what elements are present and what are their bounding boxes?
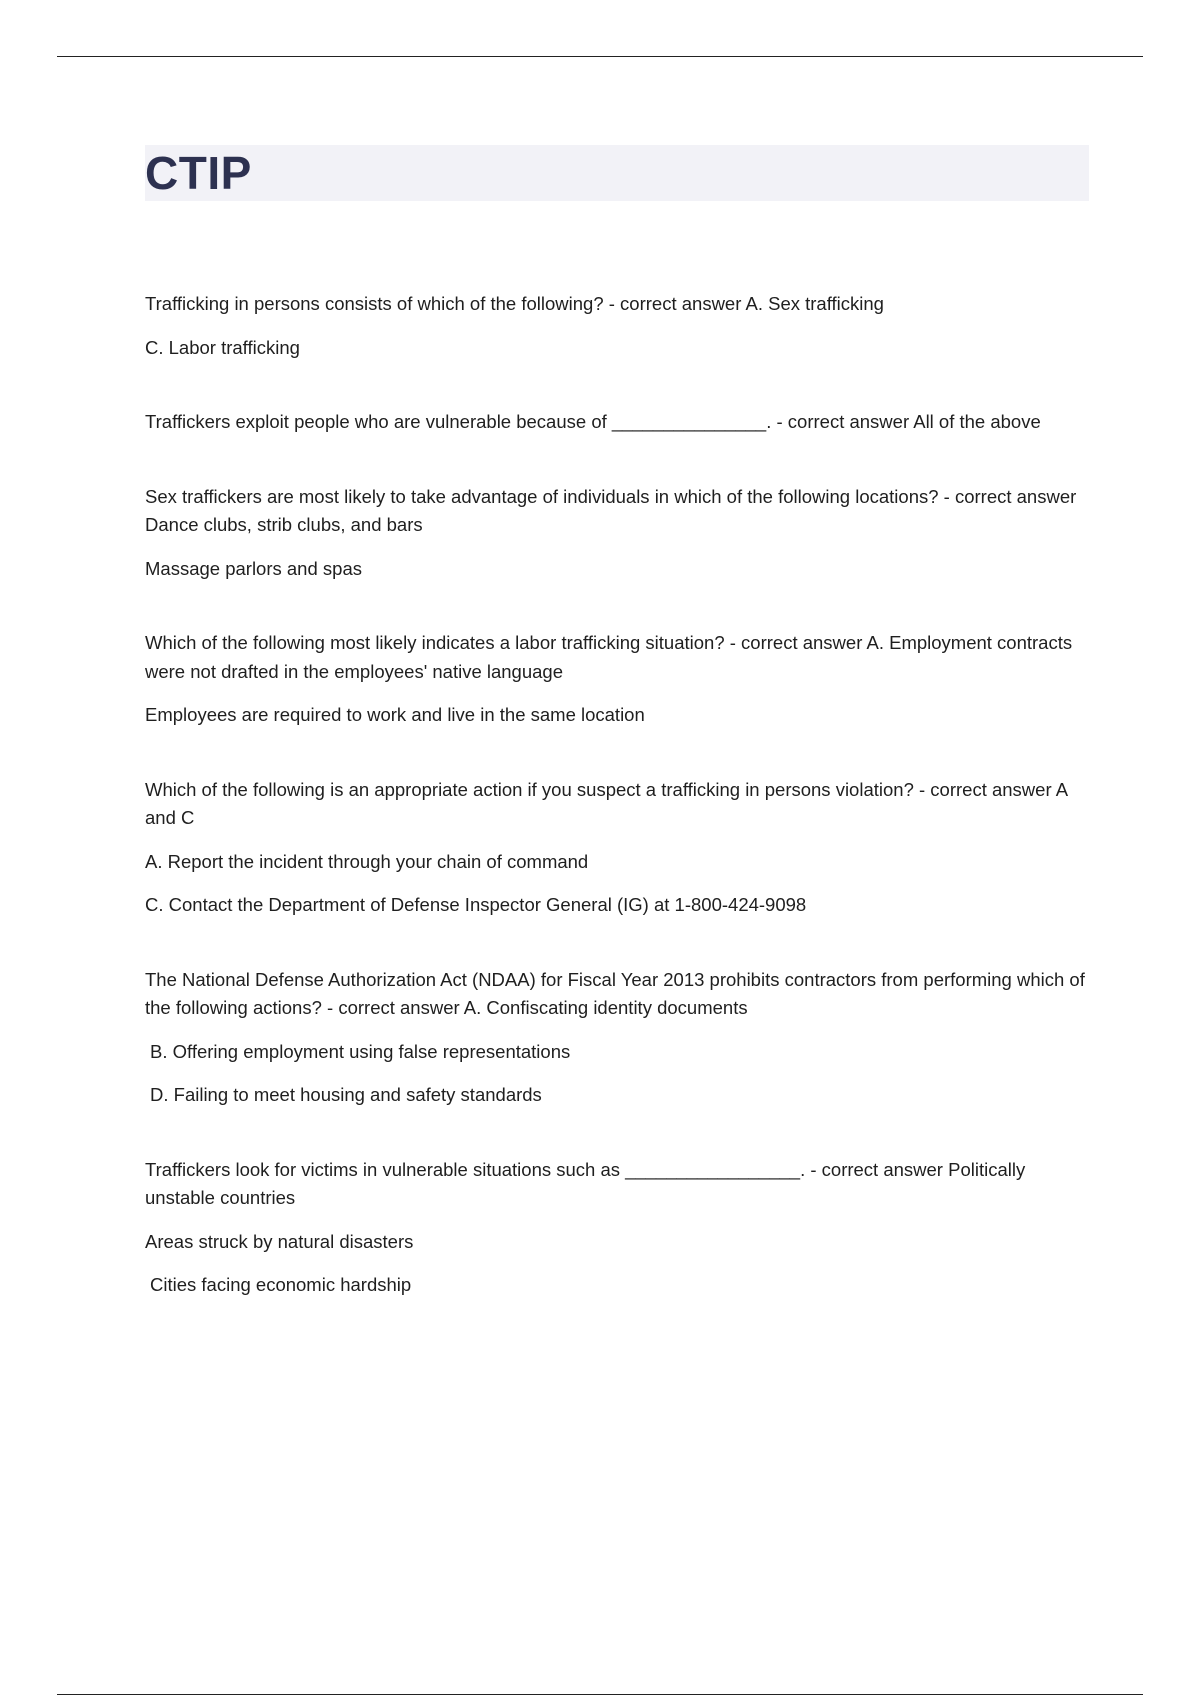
document-title: CTIP (145, 147, 252, 199)
answer-line: Massage parlors and spas (145, 557, 362, 579)
qa-item (145, 408, 1090, 437)
answer-line: C. Contact the Department of Defense Inspector General (IG) at 1-800-424-9098 (145, 894, 807, 915)
question-text: Which of the following is an appropriate action if you suspect a trafficking in persons violation? - correct answer A and C (145, 778, 1068, 828)
qa-item (145, 776, 1090, 920)
question-text: The National Defense Authorization Act (NDAA) for Fiscal Year 2013 prohibits contractors from performing which of the following actions? - correct answer A. Confiscating identity documents (145, 968, 1085, 1018)
answer-line: D. Failing to meet housing and safety standards (150, 1084, 542, 1105)
title-band (145, 145, 1089, 201)
qa-item (145, 629, 1090, 730)
bottom-divider (57, 1694, 1143, 1695)
question-text: Traffickers exploit people who are vulnerable because of _______________. - correct answer All of the above (145, 411, 1041, 432)
question-text: Sex traffickers are most likely to take advantage of individuals in which of the following locations? - correct answer Dance clubs, strib clubs, and bars (145, 485, 1077, 535)
qa-item (145, 483, 1090, 584)
answer-line: A. Report the incident through your chain of command (145, 850, 589, 872)
answer-line: Areas struck by natural disasters (145, 1230, 414, 1252)
question-text: Trafficking in persons consists of which of the following? - correct answer A. Sex trafficking (145, 293, 884, 314)
question-text: Traffickers look for victims in vulnerable situations such as _________________. - correct answer Politically unstable countries (145, 1158, 1026, 1208)
qa-item (145, 966, 1090, 1110)
qa-list (145, 290, 1090, 1346)
answer-line: B. Offering employment using false representations (150, 1040, 571, 1062)
answer-line: Cities facing economic hardship (150, 1274, 412, 1295)
answer-line: C. Labor trafficking (145, 336, 300, 358)
top-divider (57, 56, 1143, 57)
qa-item (145, 1156, 1090, 1300)
question-text: Which of the following most likely indicates a labor trafficking situation? - correct answer A. Employment contracts were not drafted in the employees' native language (145, 632, 1073, 682)
qa-item (145, 290, 1090, 362)
answer-line: Employees are required to work and live in the same location (145, 704, 645, 725)
